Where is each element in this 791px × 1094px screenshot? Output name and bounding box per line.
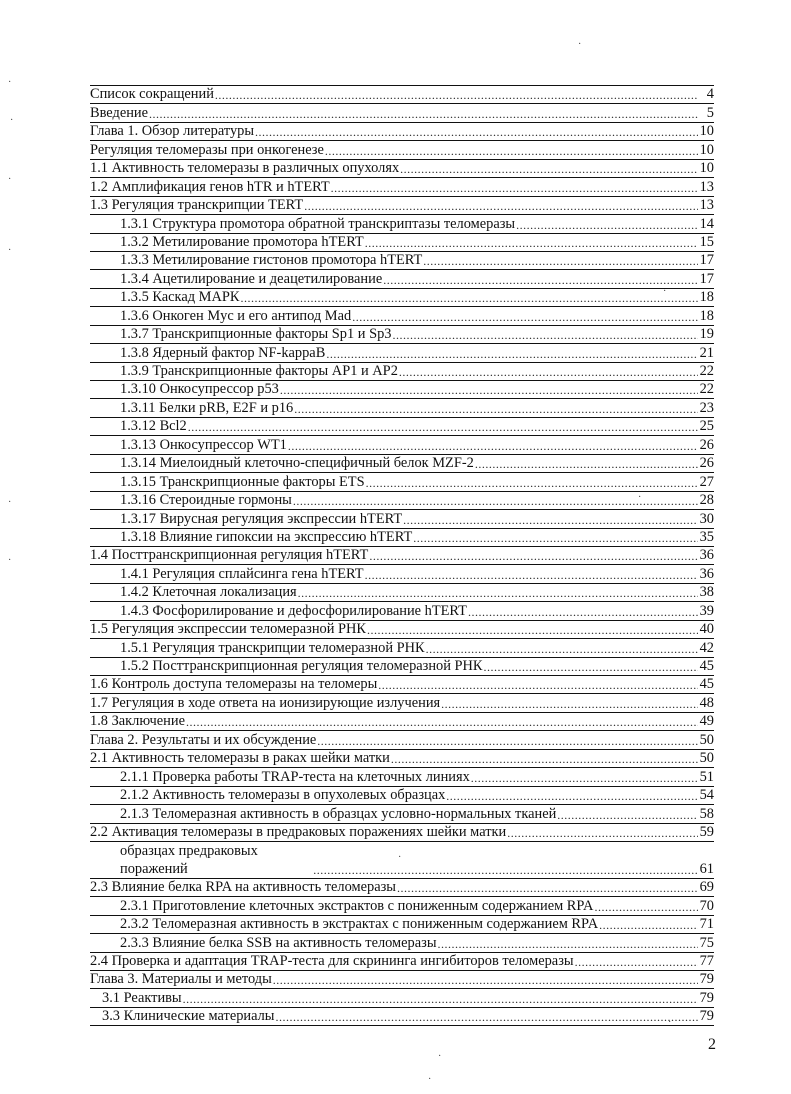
toc-entry-page: 19 bbox=[699, 326, 714, 343]
toc-leader-dots bbox=[304, 198, 697, 214]
toc-entry-title: 1.3.5 Каскад МАРК bbox=[120, 289, 240, 306]
toc-entry-page: 49 bbox=[699, 713, 714, 730]
toc-leader-dots bbox=[294, 401, 697, 417]
toc-leader-dots bbox=[446, 788, 697, 804]
toc-entry bbox=[90, 215, 714, 233]
toc-entry-title: 2.4 Проверка и адаптация TRAP-теста для скрининга ингибиторов теломеразы bbox=[90, 953, 574, 970]
toc-entry-page: 35 bbox=[699, 528, 714, 545]
toc-leader-dots bbox=[367, 622, 698, 638]
toc-leader-dots bbox=[288, 438, 698, 454]
toc-entry-title: 1.3.13 Онкосупрессор WT1 bbox=[120, 436, 287, 453]
toc-leader-dots bbox=[399, 364, 698, 380]
toc-entry bbox=[90, 197, 714, 215]
toc-entry-page: 5 bbox=[706, 104, 714, 121]
toc-entry-title: 1.5.2 Посттранскрипционная регуляция теломеразной РНК bbox=[120, 658, 483, 674]
toc-entry-page: 36 bbox=[699, 547, 714, 564]
toc-entry-title: 1.7 Регуляция в ходе ответа на ионизирующие излучения bbox=[90, 694, 441, 711]
toc-entry bbox=[90, 768, 714, 786]
toc-entry-title: 2.1.2 Активность теломеразы в опухолевых образцах bbox=[120, 787, 446, 804]
toc-entry bbox=[90, 879, 714, 897]
toc-entry bbox=[90, 750, 714, 768]
toc-entry-title: 1.6 Контроль доступа теломеразы на теломеры bbox=[90, 676, 378, 693]
toc-entry-page: 4 bbox=[706, 86, 714, 103]
toc-leader-dots bbox=[400, 161, 697, 177]
scan-speck: · bbox=[8, 77, 12, 88]
toc-entry bbox=[90, 436, 714, 454]
toc-entry-page: 79 bbox=[699, 971, 714, 988]
toc-entry bbox=[90, 234, 714, 252]
toc-entry-title: 1.3.16 Стероидные гормоны bbox=[120, 492, 292, 509]
toc-entry-page: 40 bbox=[699, 621, 714, 638]
toc-entry-title: образцах предраковых поражений bbox=[120, 842, 258, 877]
toc-leader-dots bbox=[186, 714, 698, 730]
toc-entry-page: 26 bbox=[699, 455, 714, 472]
toc-entry bbox=[90, 86, 714, 104]
toc-entry-page: 77 bbox=[699, 953, 714, 970]
scan-speck: · bbox=[668, 1017, 672, 1028]
toc-leader-dots bbox=[516, 217, 698, 233]
toc-entry-title: Глава 1. Обзор литературы bbox=[90, 123, 255, 140]
toc-leader-dots bbox=[326, 346, 697, 362]
toc-entry-title: 1.3.15 Транскрипционные факторы ETS bbox=[120, 473, 365, 490]
toc-leader-dots bbox=[484, 659, 698, 675]
toc-leader-dots bbox=[391, 751, 698, 767]
toc-entry bbox=[90, 731, 714, 749]
toc-entry-page: 79 bbox=[699, 1008, 714, 1025]
toc-entry-title: 2.3.1 Приготовление клеточных экстрактов с пониженным содержанием RPA bbox=[120, 897, 594, 914]
toc-entry-title: 1.3.1 Структура промотора обратной транскриптазы теломеразы bbox=[120, 215, 516, 232]
toc-entry bbox=[90, 286, 714, 307]
toc-entry-title: Глава 3. Материалы и методы bbox=[90, 971, 272, 988]
toc-entry bbox=[90, 399, 714, 417]
toc-entry-title: 1.8 Заключение bbox=[90, 713, 185, 730]
toc-entry bbox=[90, 160, 714, 178]
toc-entry-title: 1.3.6 Онкоген Myc и его антипод Mad bbox=[120, 307, 352, 324]
scan-speck: · bbox=[8, 497, 12, 508]
toc-entry-page: 75 bbox=[699, 934, 714, 951]
scan-speck: · bbox=[578, 39, 582, 50]
toc-leader-dots bbox=[313, 862, 697, 878]
toc-leader-dots bbox=[438, 936, 698, 952]
toc-entry bbox=[90, 141, 714, 159]
toc-entry bbox=[90, 473, 714, 491]
toc-entry-title: 1.1 Активность теломеразы в различных опухолях bbox=[90, 160, 400, 177]
toc-leader-dots bbox=[557, 807, 697, 823]
toc-leader-dots bbox=[183, 991, 698, 1007]
toc-entry-title: 1.3.8 Ядерный фактор NF-kappaB bbox=[120, 344, 326, 361]
toc-entry-page: 70 bbox=[699, 897, 714, 914]
toc-entry-page: 51 bbox=[699, 768, 714, 785]
toc-entry-page: 48 bbox=[699, 694, 714, 711]
toc-entry-page: 18 bbox=[699, 289, 714, 306]
toc-leader-dots bbox=[378, 677, 697, 693]
toc-leader-dots bbox=[366, 475, 698, 491]
toc-entry-title: 1.4.2 Клеточная локализация bbox=[120, 584, 297, 601]
scan-speck: · bbox=[10, 115, 14, 126]
toc-entry bbox=[90, 326, 714, 344]
toc-entry-title: 1.5.1 Регуляция транскрипции теломеразной РНК bbox=[120, 639, 425, 656]
toc-entry bbox=[90, 971, 714, 989]
toc-entry-page: 71 bbox=[699, 916, 714, 933]
toc-entry-page: 27 bbox=[699, 473, 714, 490]
toc-entry bbox=[90, 565, 714, 583]
toc-entry-title: 1.3.12 Bcl2 bbox=[120, 418, 187, 435]
toc-entry-title: 1.3.11 Белки pRB, E2F и p16 bbox=[120, 399, 294, 416]
toc-entry-page: 21 bbox=[699, 344, 714, 361]
toc-entry bbox=[90, 658, 714, 676]
toc-entry bbox=[90, 492, 714, 510]
toc-entry bbox=[90, 805, 714, 823]
toc-leader-dots bbox=[280, 382, 698, 398]
toc-entry bbox=[90, 897, 714, 915]
toc-entry-page: 30 bbox=[699, 510, 714, 527]
toc-leader-dots bbox=[298, 585, 698, 601]
toc-leader-dots bbox=[331, 180, 698, 196]
toc-entry bbox=[90, 916, 714, 934]
toc-entry bbox=[90, 676, 714, 694]
toc-entry bbox=[90, 418, 714, 436]
toc-entry-title: 1.3.3 Метилирование гистонов промотора hTERT bbox=[120, 252, 423, 269]
toc-entry-title: 1.4.3 Фосфорилирование и дефосфорилирование hTERT bbox=[120, 602, 467, 619]
toc-entry bbox=[90, 547, 714, 565]
toc-leader-dots bbox=[397, 880, 698, 896]
toc-entry-title: 1.3.17 Вирусная регуляция экспрессии hTERT bbox=[120, 510, 403, 527]
toc-entry-page: 45 bbox=[699, 658, 714, 674]
toc-leader-dots bbox=[240, 290, 697, 306]
toc-entry-page: 39 bbox=[699, 602, 714, 619]
toc-entry-title: 1.3.14 Миелоидный клеточно-специфичный белок MZF-2 bbox=[120, 455, 474, 472]
toc-leader-dots bbox=[441, 696, 697, 712]
toc-leader-dots bbox=[383, 272, 697, 288]
toc-leader-dots bbox=[325, 143, 698, 159]
toc-entry-page: 59 bbox=[699, 823, 714, 840]
toc-entry-title: 2.1 Активность теломеразы в раках шейки матки bbox=[90, 750, 390, 767]
scan-speck: · bbox=[638, 492, 642, 503]
toc-entry bbox=[90, 1008, 714, 1026]
toc-entry bbox=[90, 270, 714, 288]
table-of-contents bbox=[90, 85, 714, 1026]
toc-entry bbox=[90, 639, 714, 657]
toc-entry-title: 1.2 Амплификация генов hTR и hTERT bbox=[90, 178, 330, 195]
toc-entry bbox=[90, 584, 714, 602]
toc-entry-page: 58 bbox=[699, 805, 714, 822]
toc-entry-page: 26 bbox=[699, 436, 714, 453]
toc-leader-dots bbox=[575, 954, 698, 970]
toc-entry-title: 2.1.3 Теломеразная активность в образцах условно-нормальных тканей bbox=[120, 805, 557, 822]
toc-leader-dots bbox=[275, 1009, 697, 1025]
toc-entry bbox=[90, 713, 714, 731]
toc-entry-page: 10 bbox=[699, 160, 714, 177]
toc-entry bbox=[90, 694, 714, 712]
toc-leader-dots bbox=[594, 899, 697, 915]
toc-entry bbox=[90, 953, 714, 971]
toc-entry-page: 45 bbox=[699, 676, 714, 693]
toc-entry-title: 1.3.18 Влияние гипоксии на экспрессию hTERT bbox=[120, 528, 413, 545]
toc-entry-page: 13 bbox=[699, 178, 714, 195]
scan-speck: · bbox=[428, 1074, 432, 1085]
toc-entry bbox=[90, 344, 714, 362]
toc-entry bbox=[90, 510, 714, 528]
toc-entry-page: 22 bbox=[699, 363, 714, 379]
toc-entry-page: 18 bbox=[699, 307, 714, 324]
toc-entry-page: 13 bbox=[699, 197, 714, 214]
toc-entry bbox=[90, 455, 714, 473]
toc-entry-title: Введение bbox=[90, 104, 149, 121]
toc-entry-title: 1.4 Посттранскрипционная регуляция hTERT bbox=[90, 547, 369, 564]
toc-entry-title: 3.1 Реактивы bbox=[102, 989, 182, 1006]
toc-entry bbox=[90, 842, 714, 879]
toc-entry-page: 50 bbox=[699, 750, 714, 767]
scan-speck: · bbox=[8, 245, 12, 256]
toc-leader-dots bbox=[471, 770, 698, 786]
toc-entry-page: 17 bbox=[699, 270, 714, 287]
toc-leader-dots bbox=[293, 493, 698, 509]
toc-entry-page: 38 bbox=[699, 584, 714, 601]
toc-entry bbox=[90, 934, 714, 952]
toc-leader-dots bbox=[468, 604, 698, 620]
toc-entry-page: 10 bbox=[699, 123, 714, 140]
toc-entry-title: 2.3.3 Влияние белка SSB на активность теломеразы bbox=[120, 934, 437, 951]
toc-entry-title: 1.5 Регуляция экспрессии теломеразной РНК bbox=[90, 621, 367, 638]
toc-entry bbox=[90, 123, 714, 141]
toc-entry-page: 23 bbox=[699, 399, 714, 416]
toc-entry-title: 2.2 Активация теломеразы в предраковых поражениях шейки матки bbox=[90, 823, 507, 840]
toc-leader-dots bbox=[403, 512, 697, 528]
toc-entry-page: 28 bbox=[699, 492, 714, 509]
toc-leader-dots bbox=[317, 733, 697, 749]
toc-entry-page: 17 bbox=[699, 252, 714, 269]
scan-speck: · bbox=[8, 555, 12, 566]
toc-entry bbox=[90, 602, 714, 620]
toc-entry-page: 42 bbox=[699, 639, 714, 656]
toc-leader-dots bbox=[188, 419, 698, 435]
toc-entry-title: 3.3 Клинические материалы bbox=[102, 1008, 275, 1025]
toc-leader-dots bbox=[507, 825, 697, 841]
toc-leader-dots bbox=[215, 87, 698, 103]
toc-leader-dots bbox=[255, 124, 698, 140]
toc-leader-dots bbox=[369, 548, 697, 564]
toc-entry bbox=[90, 104, 714, 122]
toc-entry-page: 69 bbox=[699, 879, 714, 896]
toc-entry-page: 50 bbox=[699, 731, 714, 748]
toc-entry bbox=[90, 529, 714, 547]
toc-leader-dots bbox=[426, 641, 698, 657]
toc-entry-title: 1.4.1 Регуляция сплайсинга гена hTERT bbox=[120, 565, 364, 582]
toc-entry-title: Список сокращений bbox=[90, 86, 214, 103]
toc-entry bbox=[90, 307, 714, 325]
toc-leader-dots bbox=[599, 917, 698, 933]
toc-entry-page: 54 bbox=[699, 787, 714, 804]
toc-leader-dots bbox=[273, 972, 698, 988]
toc-entry-page: 22 bbox=[699, 381, 714, 398]
toc-entry bbox=[90, 178, 714, 196]
toc-entry bbox=[90, 621, 714, 639]
toc-entry-page: 14 bbox=[699, 215, 714, 232]
toc-entry-title: 2.1.1 Проверка работы TRAP-теста на клеточных линиях bbox=[120, 768, 470, 785]
toc-entry-title: Регуляция теломеразы при онкогенезе bbox=[90, 141, 324, 158]
toc-entry-title: 2.3.2 Теломеразная активность в экстрактах с пониженным содержанием RPA bbox=[120, 916, 599, 933]
toc-entry bbox=[90, 824, 714, 842]
toc-entry-title: 2.3 Влияние белка RPA на активность теломеразы bbox=[90, 879, 396, 896]
toc-entry-title: 1.3.4 Ацетилирование и деацетилирование bbox=[120, 270, 383, 287]
toc-entry-page: 15 bbox=[699, 233, 714, 250]
scan-speck: · bbox=[8, 174, 12, 185]
toc-leader-dots bbox=[423, 253, 697, 269]
toc-leader-dots bbox=[352, 309, 697, 325]
toc-entry bbox=[90, 787, 714, 805]
toc-leader-dots bbox=[365, 235, 698, 251]
toc-entry-title: 1.3 Регуляция транскрипции TERT bbox=[90, 197, 304, 214]
toc-entry-page: 61 bbox=[699, 860, 714, 877]
toc-entry bbox=[90, 989, 714, 1007]
toc-entry-page: 36 bbox=[699, 565, 714, 582]
page-number: 2 bbox=[708, 1036, 716, 1053]
toc-entry-title: 1.3.10 Онкосупрессор p53 bbox=[120, 381, 279, 398]
toc-leader-dots bbox=[149, 106, 698, 122]
scan-speck: · bbox=[398, 852, 402, 863]
toc-leader-dots bbox=[475, 456, 698, 472]
toc-entry-title: 1.3.9 Транскрипционные факторы AP1 и AP2 bbox=[120, 363, 398, 379]
toc-leader-dots bbox=[365, 567, 698, 583]
toc-entry-title: Глава 2. Результаты и их обсуждение bbox=[90, 731, 317, 748]
toc-entry-title: 1.3.7 Транскрипционные факторы Sp1 и Sp3 bbox=[120, 326, 392, 343]
toc-entry bbox=[90, 381, 714, 399]
toc-leader-dots bbox=[393, 327, 698, 343]
scan-speck: · bbox=[438, 1051, 442, 1062]
toc-entry bbox=[90, 363, 714, 381]
toc-entry bbox=[90, 252, 714, 270]
toc-entry-page: 79 bbox=[699, 989, 714, 1006]
scan-speck: · bbox=[663, 286, 667, 297]
toc-entry-page: 25 bbox=[699, 418, 714, 435]
toc-entry-title: 1.3.2 Метилирование промотора hTERT bbox=[120, 233, 364, 250]
toc-entry-page: 10 bbox=[699, 141, 714, 158]
toc-leader-dots bbox=[413, 530, 697, 546]
